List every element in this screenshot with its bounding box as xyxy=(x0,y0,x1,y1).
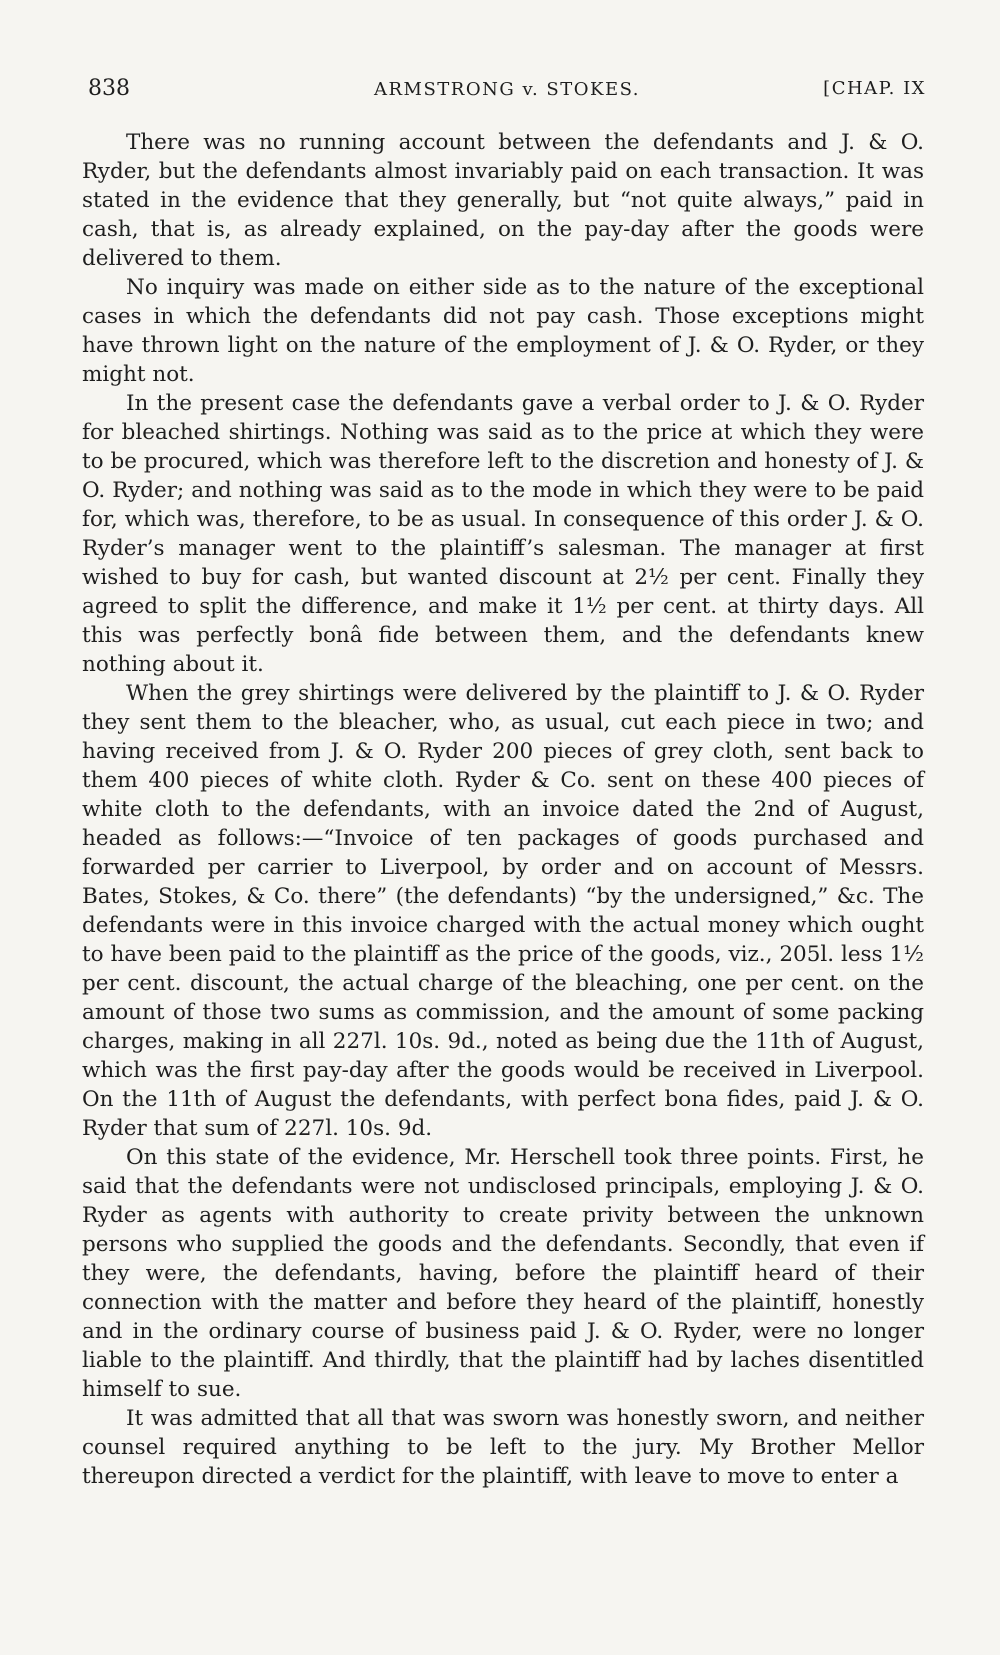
paragraph: It was admitted that all that was sworn was honestly sworn, and neither counsel required anything to be left to the jury. My Brother Mellor thereupon directed a verdict for the plaintiff, with leave to move to enter a xyxy=(82,1406,924,1489)
paragraph: No inquiry was made on either side as to the nature of the exceptional cases in which the defendants did not pay cash. Those exceptions might have thrown light on the nature of the employment of J. & O. Ryder, or they might not. xyxy=(82,275,924,387)
paragraph: There was no running account between the defendants and J. & O. Ryder, but the defendants almost invariably paid on each transaction. It was stated in the evidence that they generally, but “not quite always,” paid in cash, that is, as already explained, on the pay-day after the goods were delivered to them. xyxy=(82,130,924,271)
chapter-label: [CHAP. IX xyxy=(823,78,926,99)
paragraph: In the present case the defendants gave a verbal order to J. & O. Ryder for bleached shirtings. Nothing was said as to the price at which they were to be procured, which was therefore left to the discretion and honesty of J. & O. Ryder; and nothing was said as to the mode in which they were to be paid for, which was, therefore, to be as usual. In consequence of this order J. & O. Ryder’s manager went to the plaintiff’s salesman. The manager at first wished to buy for cash, but wanted discount at 2½ per cent. Finally they agreed to split the difference, and make it 1½ per cent. at thirty days. All this was perfectly bonâ fide between them, and the defendants knew nothing about it. xyxy=(82,391,924,677)
case-title: ARMSTRONG v. STOKES. xyxy=(373,79,641,100)
running-head xyxy=(88,76,926,106)
page-body xyxy=(82,128,924,1491)
page-number: 838 xyxy=(88,76,130,101)
paragraph: When the grey shirtings were delivered by the plaintiff to J. & O. Ryder they sent them to the bleacher, who, as usual, cut each piece in two; and having received from J. & O. Ryder 200 pieces of grey cloth, sent back to them 400 pieces of white cloth. Ryder & Co. sent on these 400 pieces of white cloth to the defendants, with an invoice dated the 2nd of August, headed as follows:—“Invoice of ten packages of goods purchased and forwarded per carrier to Liverpool, by order and on account of Messrs. Bates, Stokes, & Co. there” (the defendants) “by the undersigned,” &c. The defendants were in this invoice charged with the actual money which ought to have been paid to the plaintiff as the price of the goods, viz., 205l. less 1½ per cent. discount, the actual charge of the bleaching, one per cent. on the amount of those two sums as commission, and the amount of some packing charges, making in all 227l. 10s. 9d., noted as being due the 11th of August, which was the first pay-day after the goods would be received in Liverpool. On the 11th of August the defendants, with perfect bona fides, paid J. & O. Ryder that sum of 227l. 10s. 9d. xyxy=(82,681,924,1141)
paragraph: On this state of the evidence, Mr. Herschell took three points. First, he said that the defendants were not undisclosed principals, employing J. & O. Ryder as agents with authority to create privity between the unknown persons who supplied the goods and the defendants. Secondly, that even if they were, the defendants, having, before the plaintiff heard of their connection with the matter and before they heard of the plaintiff, honestly and in the ordinary course of business paid J. & O. Ryder, were no longer liable to the plaintiff. And thirdly, that the plaintiff had by laches disentitled himself to sue. xyxy=(82,1145,924,1402)
